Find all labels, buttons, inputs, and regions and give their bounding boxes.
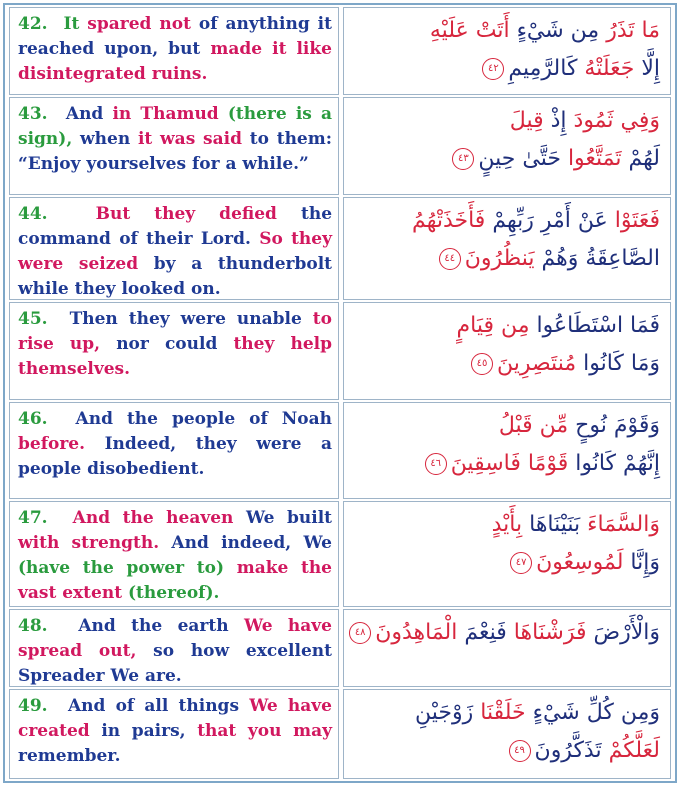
arabic-line	[354, 202, 660, 240]
translation-segment: (there is a sign),	[18, 104, 333, 149]
verse-number: 47.	[18, 508, 48, 528]
arabic-segment: لَمُوسِعُونَ	[536, 550, 624, 575]
arabic-verse-cell	[343, 7, 671, 95]
verse-row	[9, 402, 671, 499]
translation-segment: Then they were unable	[69, 309, 313, 329]
verse-number: 42.	[18, 14, 48, 34]
translation-segment: It	[63, 14, 88, 34]
arabic-segment: فَرَشْنَاهَا	[506, 620, 587, 645]
translation-segment: to them: “Enjoy yourselves for a while.”	[18, 129, 333, 174]
arabic-verse-cell	[343, 689, 671, 779]
arabic-segment: فَعَتَوْا	[607, 208, 660, 233]
arabic-line	[354, 732, 660, 770]
translation-segment: And the people of Noah	[75, 409, 332, 429]
arabic-segment: لَهُمْ	[621, 146, 660, 171]
verse-number: 49.	[18, 696, 48, 716]
translation-segment: in pairs,	[101, 721, 198, 741]
translation-segment: Indeed, they were a people disobedient.	[18, 434, 332, 479]
translation-segment: spared not	[87, 14, 199, 34]
english-translation-cell	[9, 7, 339, 95]
english-translation-cell	[9, 609, 339, 687]
verse-row	[9, 97, 671, 195]
arabic-segment: مِن قِيَامٍ	[456, 313, 530, 338]
english-translation-cell	[9, 689, 339, 779]
verse-number: 45.	[18, 309, 48, 329]
arabic-verse-cell	[343, 197, 671, 300]
arabic-segment: وَالْأَرْضَ	[586, 620, 660, 645]
translation-segment: in Thamud	[112, 104, 228, 124]
arabic-segment: إِذْ	[543, 108, 567, 133]
translation-segment: remember.	[18, 746, 121, 766]
arabic-segment: تَمَتَّعُوا	[567, 146, 622, 171]
arabic-segment: حَتَّىٰ حِينٍ	[478, 146, 568, 171]
arabic-segment: مُنتَصِرِينَ	[496, 351, 577, 376]
arabic-segment: وَفِي ثَمُودَ	[566, 108, 660, 133]
arabic-verse-cell	[343, 609, 671, 687]
arabic-segment: وَمَا كَانُوا	[576, 351, 660, 376]
translation-segment: So they were seized	[18, 229, 332, 274]
verse-row	[9, 501, 671, 607]
english-translation-cell	[9, 97, 339, 195]
ayah-end-marker: ٤٩	[509, 740, 531, 762]
arabic-segment: الصَّاعِقَةُ وَهُمْ	[534, 246, 660, 271]
translation-segment: they help themselves.	[18, 334, 332, 379]
arabic-segment: وَإِنَّا	[623, 550, 660, 575]
ayah-end-marker: ٤٦	[425, 453, 447, 475]
verse-row	[9, 197, 671, 300]
translation-segment: But	[95, 204, 155, 224]
ayah-end-marker: ٤٥	[471, 353, 493, 375]
verse-number: 43.	[18, 104, 48, 124]
arabic-segment: وَقَوْمَ نُوحٍ	[568, 413, 660, 438]
arabic-line	[354, 694, 660, 732]
arabic-line	[354, 506, 660, 544]
english-translation	[18, 12, 332, 87]
arabic-segment: خَلَقْنَا	[473, 700, 526, 725]
ayah-end-marker: ٤٣	[452, 148, 474, 170]
arabic-line	[354, 345, 660, 383]
arabic-segment: مَا تَذَرُ	[606, 18, 660, 43]
arabic-segment: مِّن قَبْلُ	[498, 413, 569, 438]
translation-segment: make the vast extent	[18, 558, 333, 603]
arabic-segment: عَنْ أَمْرِ رَبِّهِمْ	[485, 208, 608, 233]
translation-segment: before.	[18, 434, 105, 454]
english-translation-cell	[9, 402, 339, 499]
arabic-segment: فَمَا اسْتَطَاعُوا	[529, 313, 660, 338]
arabic-line	[354, 240, 660, 278]
translation-segment: And the heaven	[72, 508, 246, 528]
translation-segment: they defied	[154, 204, 301, 224]
arabic-verse-cell	[343, 501, 671, 607]
translation-segment: We have spread out,	[18, 616, 332, 661]
translation-segment: And the earth	[78, 616, 244, 636]
translation-segment: And	[65, 104, 113, 124]
arabic-segment: جَعَلَتْهُ	[584, 56, 635, 81]
arabic-line	[354, 140, 660, 178]
translation-segment: that you may	[197, 721, 332, 741]
ayah-end-marker: ٤٨	[349, 622, 371, 644]
verse-row	[9, 609, 671, 687]
arabic-verse-cell	[343, 302, 671, 400]
translation-segment: We built	[245, 508, 332, 528]
arabic-segment: يَنظُرُونَ	[464, 246, 535, 271]
arabic-segment: زَوْجَيْنِ	[415, 700, 474, 725]
translation-segment: And of all things	[67, 696, 250, 716]
arabic-segment: مِن شَيْءٍ	[509, 18, 607, 43]
arabic-segment: أَتَتْ عَلَيْهِ	[429, 18, 510, 43]
verse-number: 48.	[18, 616, 48, 636]
translation-segment: We have created	[18, 696, 332, 741]
translation-segment: made it like disintegrated ruins.	[18, 39, 332, 84]
arabic-segment: فَأَخَذَتْهُمُ	[412, 208, 486, 233]
translation-segment: by a thunderbolt while they looked on.	[18, 254, 333, 299]
verse-number: 44.	[18, 204, 48, 224]
verse-number: 46.	[18, 409, 48, 429]
translation-segment: (have the power to)	[18, 558, 237, 578]
ayah-end-marker: ٤٧	[510, 552, 532, 574]
verse-row	[9, 7, 671, 95]
ayah-end-marker: ٤٢	[482, 58, 504, 80]
ayah-end-marker: ٤٤	[439, 248, 461, 270]
verse-row	[9, 302, 671, 400]
arabic-line	[354, 445, 660, 483]
translation-segment: the command of their Lord.	[18, 204, 333, 249]
arabic-segment: إِنَّهُمْ كَانُوا	[568, 451, 660, 476]
arabic-line	[354, 544, 660, 582]
english-translation	[18, 307, 332, 382]
english-translation	[18, 102, 332, 177]
arabic-segment: وَالسَّمَاءَ	[580, 512, 660, 537]
translation-segment: it was said	[137, 129, 250, 149]
arabic-segment: تَذَكَّرُونَ	[534, 738, 602, 763]
translation-segment: when	[80, 129, 138, 149]
arabic-segment: الْمَاهِدُونَ	[375, 620, 458, 645]
arabic-line	[354, 102, 660, 140]
english-translation	[18, 614, 332, 687]
arabic-line	[354, 407, 660, 445]
arabic-segment: قِيلَ	[509, 108, 544, 133]
translation-segment: with strength.	[18, 533, 172, 553]
translation-segment: nor could	[116, 334, 234, 354]
arabic-line	[354, 307, 660, 345]
arabic-segment: فَنِعْمَ	[457, 620, 507, 645]
arabic-verse-cell	[343, 97, 671, 195]
verse-table	[3, 3, 677, 783]
translation-segment: (thereof).	[128, 583, 220, 603]
arabic-segment: كَالرَّمِيمِ	[508, 56, 585, 81]
arabic-segment: بَنَيْنَاهَا	[522, 512, 581, 537]
arabic-segment: قَوْمًا فَاسِقِينَ	[450, 451, 569, 476]
english-translation-cell	[9, 197, 339, 300]
english-translation-cell	[9, 302, 339, 400]
translation-segment: of anything it reached upon, but	[18, 14, 332, 59]
english-translation	[18, 694, 332, 769]
arabic-line	[354, 50, 660, 88]
english-translation	[18, 202, 332, 300]
translation-segment: to rise up,	[18, 309, 332, 354]
arabic-segment: بِأَيْدٍ	[491, 512, 523, 537]
english-translation-cell	[9, 501, 339, 607]
english-translation	[18, 407, 332, 482]
translation-segment: And indeed, We	[171, 533, 332, 553]
arabic-segment: إِلَّا	[634, 56, 660, 81]
arabic-segment: وَمِن كُلِّ شَيْءٍ	[525, 700, 660, 725]
arabic-line	[354, 614, 660, 652]
arabic-segment: لَعَلَّكُمْ	[601, 738, 660, 763]
translation-segment: so how excellent Spreader We are.	[18, 641, 332, 686]
arabic-line	[354, 12, 660, 50]
arabic-verse-cell	[343, 402, 671, 499]
verse-row	[9, 689, 671, 779]
english-translation	[18, 506, 332, 606]
